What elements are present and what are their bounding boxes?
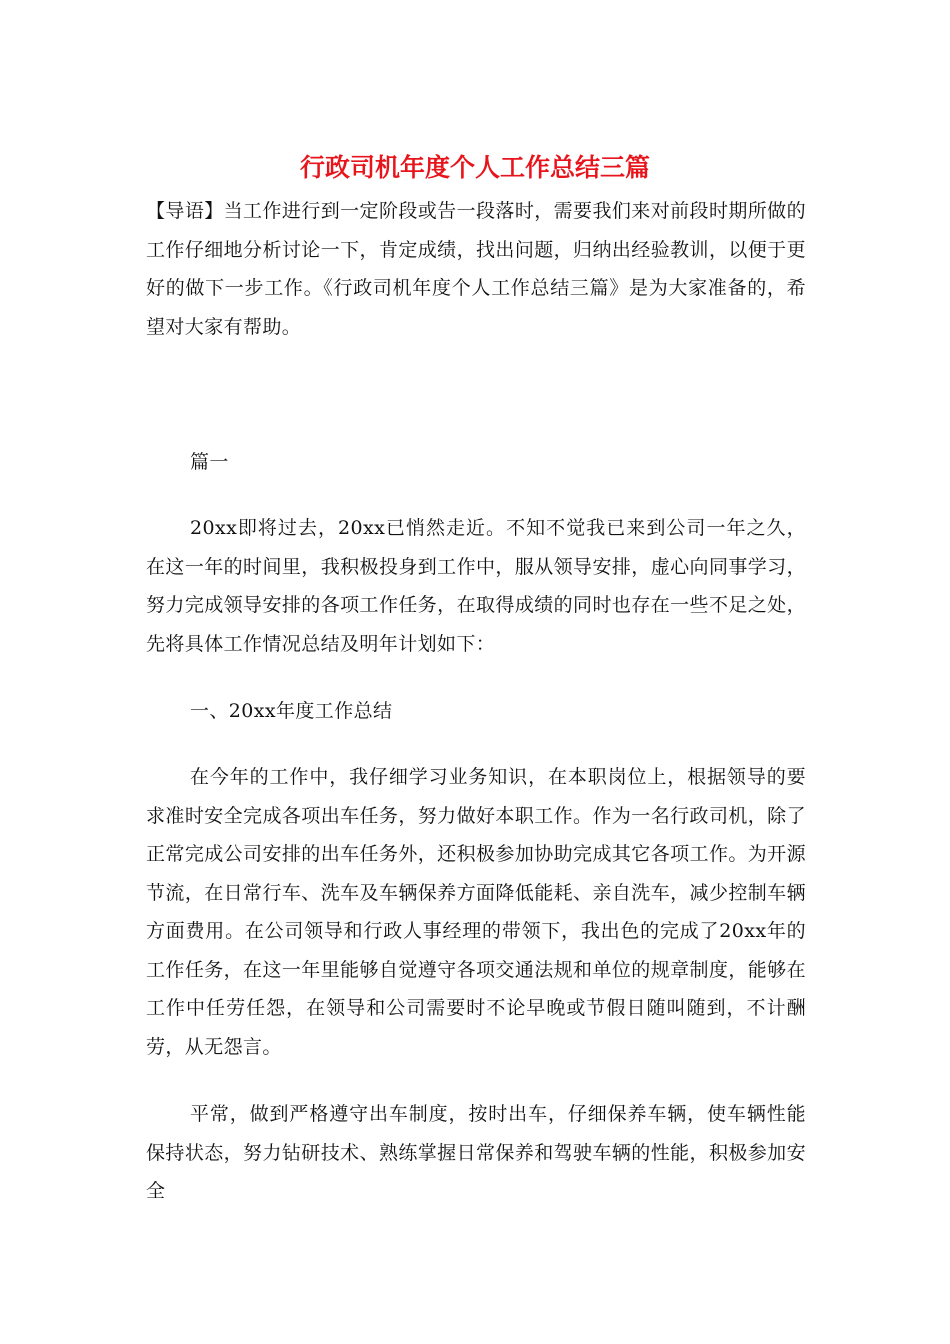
paragraph-1: 20xx即将过去，20xx已悄然走近。不知不觉我已来到公司一年之久，在这一年的时间里，我积极投身到工作中，服从领导安排，虚心向同事学习，努力完成领导安排的各项工作任务，在取得成绩的同时也存在一些不足之处，先将具体工作情况总结及明年计划如下： bbox=[146, 517, 806, 655]
intro-paragraph: 【导语】当工作进行到一定阶段或告一段落时，需要我们来对前段时期所做的工作仔细地分析讨论一下，肯定成绩，找出问题，归纳出经验教训，以便于更好的做下一步工作。《行政司机年度个人工作总结三篇》是为大家准备的，希望对大家有帮助。 bbox=[146, 200, 806, 338]
subheading-1: 一、20xx年度工作总结 bbox=[190, 700, 393, 722]
document-title: 行政司机年度个人工作总结三篇 bbox=[299, 153, 650, 182]
section-heading: 篇一 bbox=[190, 451, 229, 473]
paragraph-3: 平常，做到严格遵守出车制度，按时出车，仔细保养车辆，使车辆性能保持状态，努力钻研技术、熟练掌握日常保养和驾驶车辆的性能，积极参加安全 bbox=[146, 1103, 806, 1202]
paragraph-2: 在今年的工作中，我仔细学习业务知识，在本职岗位上，根据领导的要求准时安全完成各项出车任务，努力做好本职工作。作为一名行政司机，除了正常完成公司安排的出车任务外，还积极参加协助完成其它各项工作。为开源节流，在日常行车、洗车及车辆保养方面降低能耗、亲自洗车，减少控制车辆方面费用。在公司领导和行政人事经理的带领下，我出色的完成了20xx年的工作任务，在这一年里能够自觉遵守各项交通法规和单位的规章制度，能够在工作中任劳任怨，在领导和公司需要时不论早晚或节假日随叫随到，不计酬劳，从无怨言。 bbox=[146, 766, 806, 1058]
